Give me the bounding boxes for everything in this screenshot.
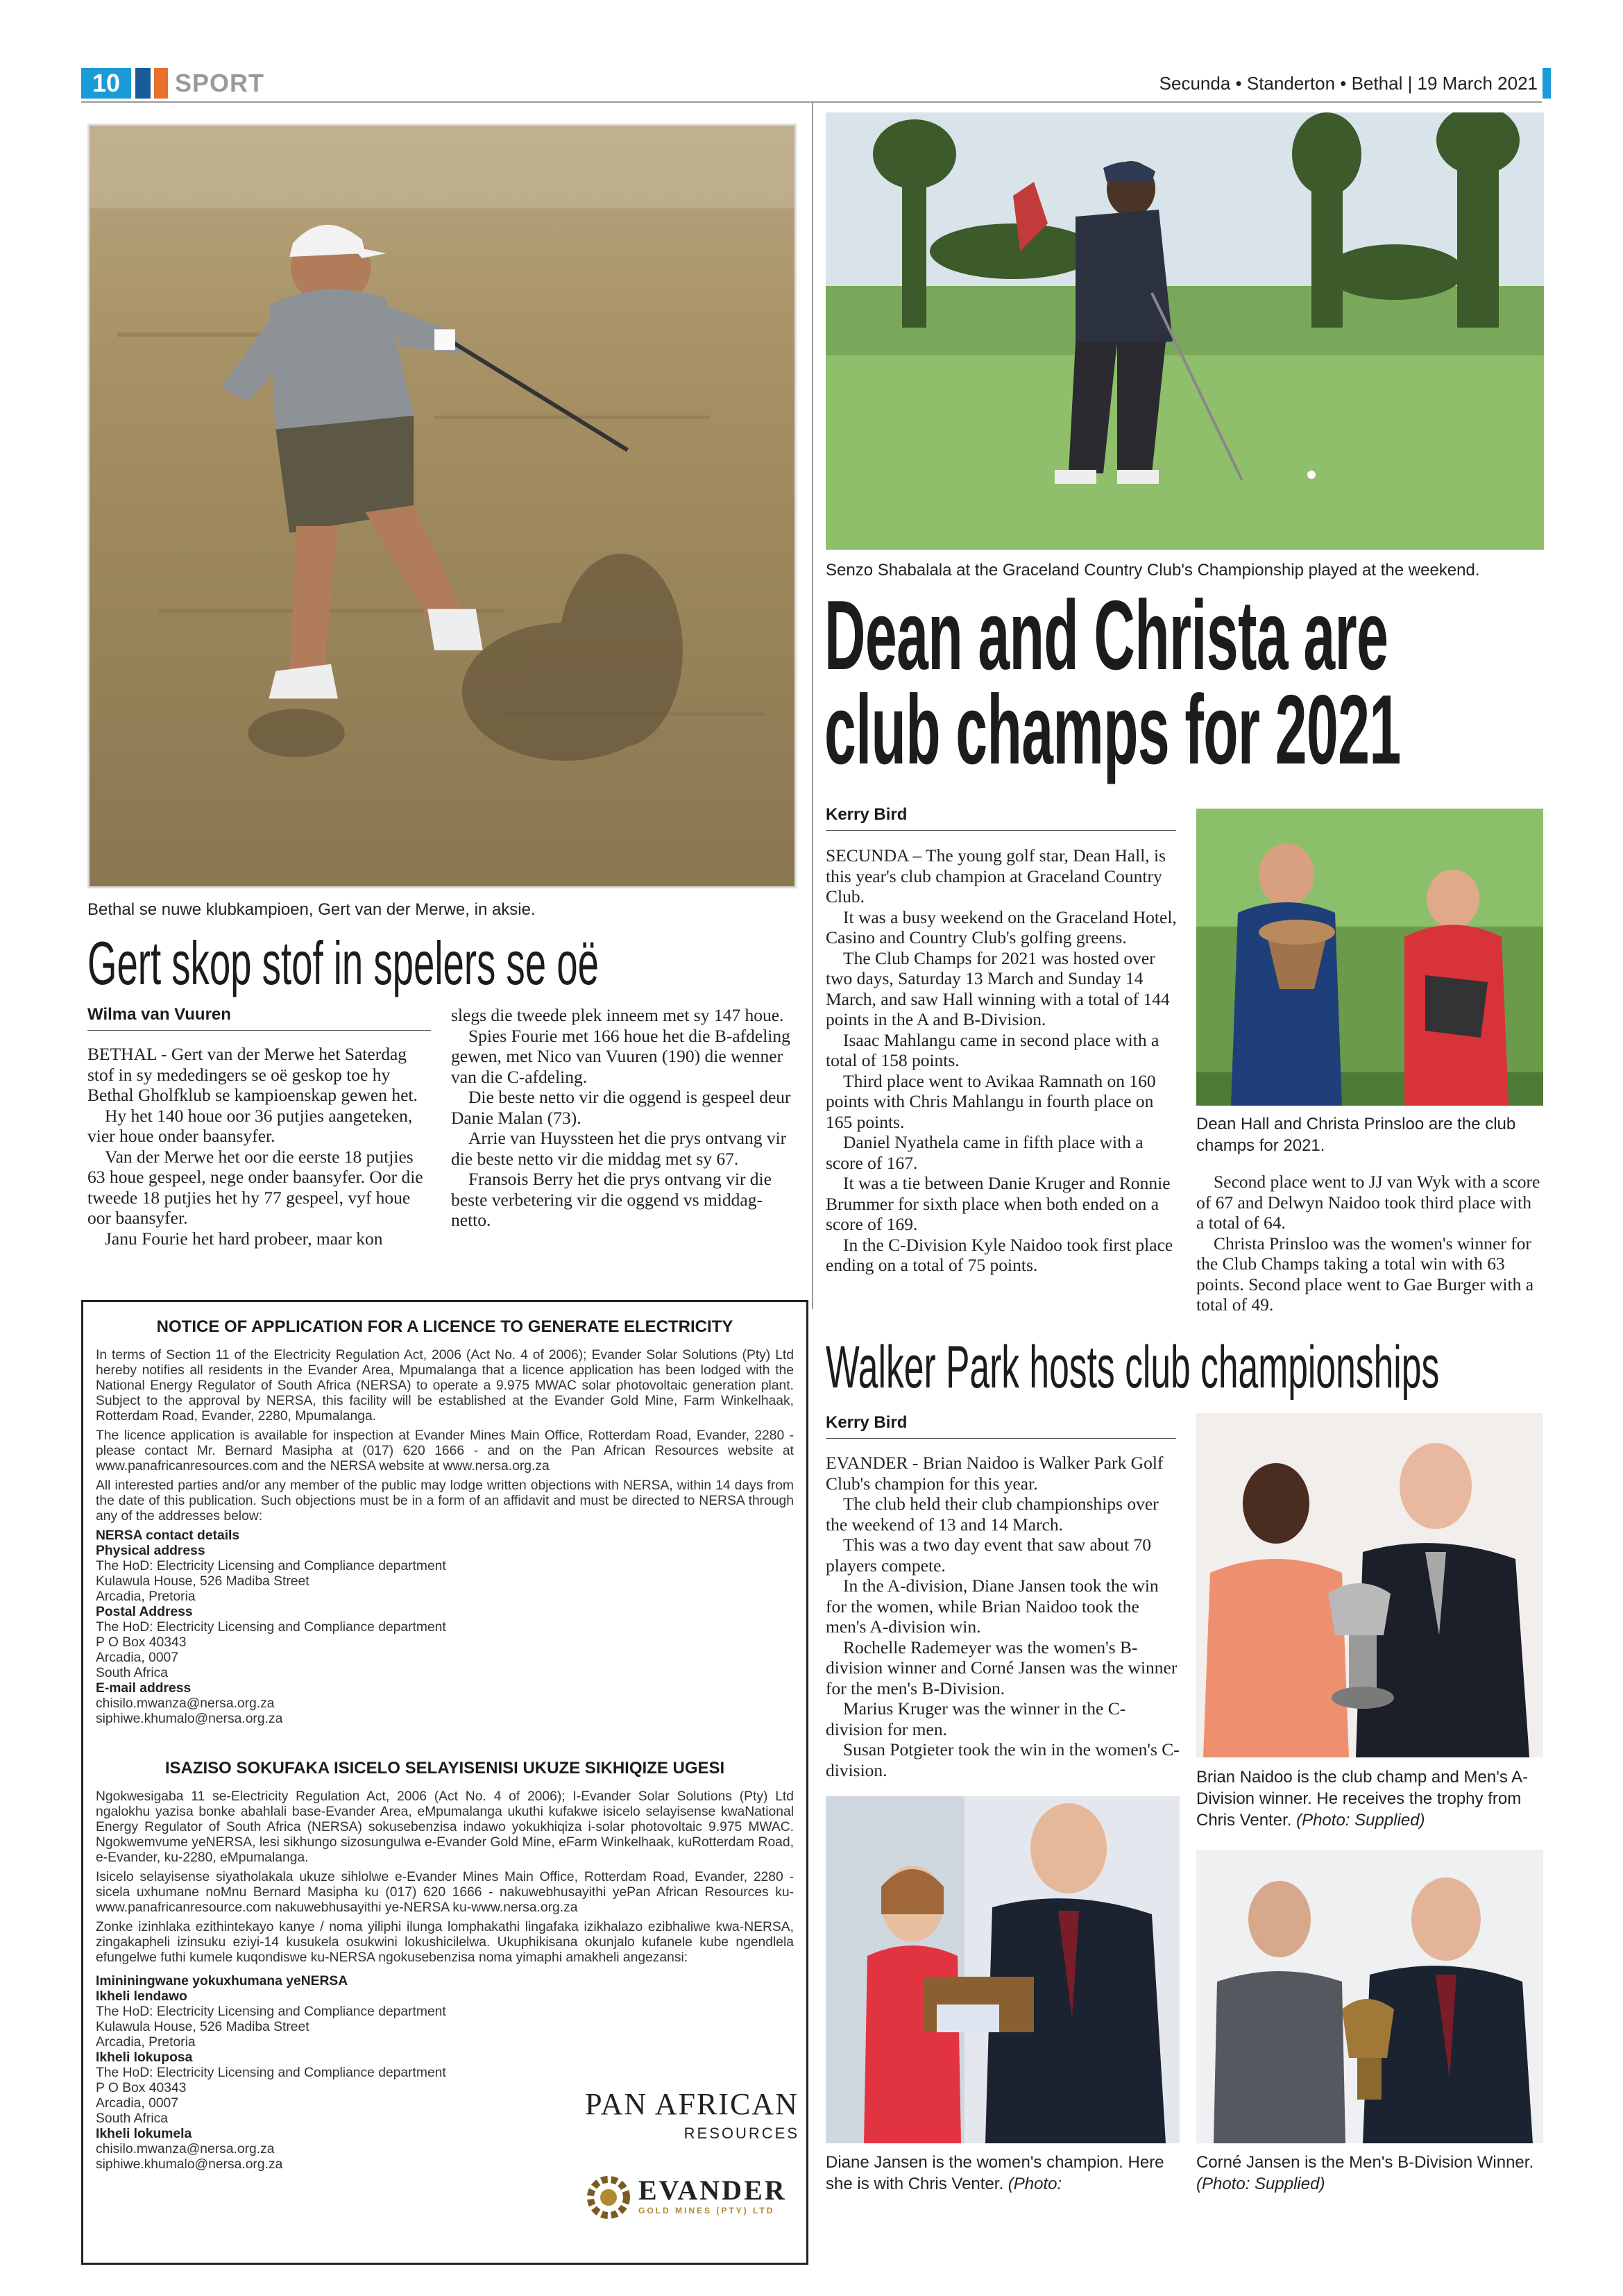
paragraph: Fransois Berry het die prys ontvang vir die beste verbetering vir die oggend vs middag-netto. — [451, 1169, 772, 1230]
diane-jansen-photo — [826, 1796, 1180, 2143]
paragraph: Hy het 140 houe oor 36 putjies aangeteken, vier houe onder baansyfer. — [87, 1105, 413, 1146]
dean-headline-line2: club champs for 2021 — [824, 675, 1401, 785]
notice-line: Arcadia, Pretoria — [96, 2035, 196, 2050]
notice-paragraph: Isicelo selayisense siyatholakala ukuze sihlolwe e-Evander Mines Main Office, Rotterdam Road, Evander, 2280 - sicela uxhumane noMnu Bernard Masipha ku (017) 620 1666 - nakuwebhusayithi yePan African Resources ku-www.panafricanresource.com nakuwebhusayithi ye-NERSA ku-www.nersa.org.za — [96, 1870, 794, 1915]
paragraph: Spies Fourie met 166 houe het die B-afdeling gewen, met Nico van Vuuren (190) die wenner van die C-afdeling. — [451, 1025, 790, 1087]
notice-heading: E-mail address — [96, 1681, 192, 1696]
gert-photo-caption: Bethal se nuwe klubkampioen, Gert van der Merwe, in aksie. — [87, 900, 536, 919]
notice-heading: Postal Address — [96, 1605, 193, 1619]
logo-text: PAN AFRICAN — [585, 2087, 799, 2121]
dean-body-col1 — [826, 845, 1180, 1276]
paragraph: In the C-Division Kyle Naidoo took first place ending on a total of 75 points. — [826, 1234, 1173, 1275]
brian-naidoo-photo — [1196, 1413, 1543, 1757]
dean-photo-caption: Dean Hall and Christa Prinsloo are the club champs for 2021. — [1196, 1115, 1516, 1155]
pan-african-logo — [584, 2086, 799, 2143]
walker-byline: Kerry Bird — [826, 1413, 1176, 1439]
paragraph: Arrie van Huyssteen het die prys ontvang vir die beste netto vir die middag met sy 67. — [451, 1128, 787, 1169]
notice-heading: NERSA contact details — [96, 1528, 240, 1543]
paragraph: The Club Champs for 2021 was hosted over two days, Saturday 13 March and Sunday 14 March, and saw Hall winning with a total of 144 points in the A and B-Division. — [826, 947, 1170, 1029]
notice-heading: Ikheli lendawo — [96, 1989, 187, 2004]
notice-line: The HoD: Electricity Licensing and Compliance department — [96, 2066, 446, 2080]
senzo-golf-photo — [826, 112, 1544, 550]
notice-line: chisilo.mwanza@nersa.org.za — [96, 1696, 275, 1711]
notice-heading: Physical address — [96, 1544, 205, 1558]
notice-paragraph: In terms of Section 11 of the Electricity Regulation Act, 2006 (Act No. 4 of 2006); Evander Solar Solutions (Pty) Ltd hereby notifies all residents in the Evander Area, Mpumalanga that a licence application has been lodged with the National Energy Regulator of South Africa (NERSA) to operate a 9.975 MWAC solar photovoltaic generation plant. Subject to the approval by NERSA, this facility will be established at the Evander Gold Mine, Farm Winkelhaak, Rotterdam Road, Evander, 2280, Mpumalanga. — [96, 1348, 794, 1424]
paragraph: Van der Merwe het oor die eerste 18 putjies 63 houe gespeel, nege onder baansyfer. Oor die tweede 18 putjies het hy 77 gespeel, vyf houe oor baansyfer. — [87, 1146, 423, 1228]
notice-title-zulu: ISAZISO SOKUFAKA ISICELO SELAYISENISI UKUZE SIKHIQIZE UGESI — [164, 1759, 725, 1778]
notice-heading: Ikheli lokumela — [96, 2127, 192, 2141]
notice-line: chisilo.mwanza@nersa.org.za — [96, 2142, 275, 2156]
notice-line: South Africa — [96, 1666, 168, 1680]
evander-logo — [638, 2175, 805, 2215]
caption-text: Corné Jansen is the Men's B-Division Winner. — [1196, 2153, 1534, 2172]
caption-text: Brian Naidoo is the club champ and Men's A-Division winner. He receives the trophy from Chris Venter. — [1196, 1768, 1529, 1830]
notice-line: siphiwe.khumalo@nersa.org.za — [96, 2157, 283, 2172]
paragraph: In the A-division, Diane Jansen took the win for the women, while Brian Naidoo took the men's A-division win. — [826, 1576, 1159, 1637]
paragraph: Susan Potgieter took the win in the women's C-division. — [826, 1739, 1180, 1780]
evander-gear-icon — [584, 2173, 633, 2222]
paragraph: Rochelle Rademeyer was the women's B-division winner and Corné Jansen was the winner for the men's B-Division. — [826, 1637, 1178, 1698]
paragraph: Second place went to JJ van Wyk with a score of 67 and Delwyn Naidoo took third place with a total of 64. — [1196, 1172, 1540, 1233]
notice-paragraph: The licence application is available for inspection at Evander Mines Main Office, Rotterdam Road, Evander, 2280 - please contact Mr. Bernard Masipha at (017) 620 1666 - and on the Pan African Resources website at www.panafricanresources.com and the NERSA website at www.nersa.org.za — [96, 1428, 794, 1474]
paragraph: Third place went to Avikaa Ramnath on 160 points with Chris Mahlangu in fourth place on 165 points. — [826, 1070, 1156, 1132]
paragraph: Isaac Mahlangu came in second place with a total of 158 points. — [826, 1029, 1159, 1070]
notice-line: South Africa — [96, 2111, 168, 2126]
paragraph: Christa Prinsloo was the women's winner for the Club Champs taking a total win with 63 points. Second place went to Gae Burger with a total of 49. — [1196, 1233, 1534, 1315]
gert-headline: Gert skop stof in spelers se oë — [87, 929, 599, 997]
photo-credit: (Photo: Supplied) — [1196, 2175, 1325, 2193]
header-color-block — [135, 68, 151, 99]
paragraph: Daniel Nyathela came in fifth place with a score of 167. — [826, 1132, 1144, 1173]
paragraph: It was a busy weekend on the Graceland Hotel, Casino and Country Club's golfing greens. — [826, 906, 1177, 947]
header-color-block — [154, 68, 168, 99]
notice-line: Arcadia, 0007 — [96, 1651, 178, 1665]
electricity-licence-notice — [81, 1300, 808, 2265]
logo-subtext: GOLD MINES (PTY) LTD — [638, 2206, 775, 2215]
notice-line: The HoD: Electricity Licensing and Compliance department — [96, 2004, 446, 2019]
paragraph: BETHAL - Gert van der Merwe het Saterdag stof in sy mededingers se oë geskop toe hy Bethal Gholfklub se kampioenskap gewen het. — [87, 1044, 418, 1105]
notice-paragraph: Zonke izinhlaka ezithintekayo kanye / noma yiliphi ilunga lomphakathi lingafaka izikhalazo ezibhaliwe kwa-NERSA, zingakapheli izinsuku eziyi-14 kusukela osukwini lokushicilelwa. Ukuphikisana okunjalo kufanele kube ngendlela efungelwe futhi kumele kuqondiswe ku-NERSA ngokusebenzisa noma yimaphi amakheli angezansi: — [96, 1920, 794, 1965]
caption-text: Diane Jansen is the women's champion. Here she is with Chris Venter. — [826, 2153, 1164, 2193]
dean-headline-line1: Dean and Christa are — [824, 580, 1388, 691]
notice-title-english: NOTICE OF APPLICATION FOR A LICENCE TO GENERATE ELECTRICITY — [156, 1317, 733, 1336]
paragraph: EVANDER - Brian Naidoo is Walker Park Golf Club's champion for this year. — [826, 1453, 1164, 1494]
notice-line: siphiwe.khumalo@nersa.org.za — [96, 1712, 283, 1726]
page-number: 10 — [81, 68, 131, 99]
paragraph: It was a tie between Danie Kruger and Ronnie Brummer for sixth place when both ended on a score of 169. — [826, 1173, 1171, 1234]
paragraph: slegs die tweede plek inneem met sy 147 houe. — [451, 1005, 784, 1025]
walker-body — [826, 1453, 1180, 1780]
notice-line: The HoD: Electricity Licensing and Compliance department — [96, 1620, 446, 1635]
dean-christa-photo — [1196, 809, 1543, 1106]
senzo-photo-caption: Senzo Shabalala at the Graceland Country Club's Championship played at the weekend. — [826, 561, 1480, 580]
notice-line: The HoD: Electricity Licensing and Compliance department — [96, 1559, 446, 1573]
brian-photo-caption — [1196, 1766, 1543, 1831]
diane-photo-caption — [826, 2152, 1180, 2195]
gert-body-col2 — [451, 1005, 794, 1231]
corne-jansen-photo — [1196, 1850, 1543, 2143]
logo-subtext: RESOURCES — [683, 2125, 799, 2142]
gert-byline: Wilma van Vuuren — [87, 1005, 431, 1031]
notice-heading: Imininingwane yokuxhumana yeNERSA — [96, 1974, 348, 1989]
paragraph: SECUNDA – The young golf star, Dean Hall, is this year's club champion at Graceland Country Club. — [826, 845, 1166, 906]
dateline: Secunda • Standerton • Bethal | 19 March 2021 — [1159, 73, 1538, 94]
notice-line: Kulawula House, 526 Madiba Street — [96, 2020, 309, 2034]
notice-paragraph: All interested parties and/or any member of the public may lodge written objections with NERSA, within 14 days from the date of this publication. Such objections must be in a form of an affidavit and must be directed to NERSA through any of the addresses below: — [96, 1478, 794, 1523]
notice-line: P O Box 40343 — [96, 2081, 187, 2095]
corne-photo-caption — [1196, 2152, 1543, 2195]
notice-line: Arcadia, Pretoria — [96, 1589, 196, 1604]
notice-line: P O Box 40343 — [96, 1635, 187, 1650]
header-accent-bar — [1543, 68, 1551, 99]
walker-headline: Walker Park hosts club championships — [826, 1334, 1440, 1401]
paragraph: Die beste netto vir die oggend is gespeel deur Danie Malan (73). — [451, 1087, 791, 1128]
logo-text: EVANDER — [638, 2175, 787, 2206]
dean-byline: Kerry Bird — [826, 805, 1176, 831]
notice-paragraph: Ngokwesigaba 11 se-Electricity Regulation Act, 2006 (Act No. 4 of 2006); I-Evander Solar Solutions (Pty) Ltd ngalokhu yazisa bonke abahlali base-Evander Area, eMpumalanga ukuthi kufakwe isicelo selayisense kwaNational Energy Regulator of South Africa (NERSA) sokusebenzisa indawo yokukhiqiza i-solar photovoltaic 9.975 MWAC. Ngokwemvume yeNERSA, lesi sikhungo sizosungulwa e-Evander Gold Mine, eFarm Winkelhaak, kuRotterdam Road, e-Evander, ku-2280, eMpumalanga. — [96, 1789, 794, 1865]
paragraph: This was a two day event that saw about 70 players compete. — [826, 1535, 1152, 1576]
gert-golf-photo — [87, 124, 797, 888]
paragraph: The club held their club championships over the weekend of 13 and 14 March. — [826, 1494, 1159, 1535]
notice-line: Kulawula House, 526 Madiba Street — [96, 1574, 309, 1589]
notice-heading: Ikheli lokuposa — [96, 2050, 193, 2065]
photo-credit: (Photo: — [1008, 2175, 1062, 2193]
paragraph: Marius Kruger was the winner in the C-division for men. — [826, 1698, 1126, 1739]
gert-body-col1 — [87, 1044, 431, 1249]
notice-line: Arcadia, 0007 — [96, 2096, 178, 2111]
column-divider — [812, 101, 813, 1309]
photo-credit: (Photo: Supplied) — [1296, 1811, 1425, 1830]
paragraph: Janu Fourie het hard probeer, maar kon — [105, 1228, 383, 1249]
section-title: SPORT — [175, 69, 265, 97]
dean-body-col2 — [1196, 1172, 1543, 1315]
